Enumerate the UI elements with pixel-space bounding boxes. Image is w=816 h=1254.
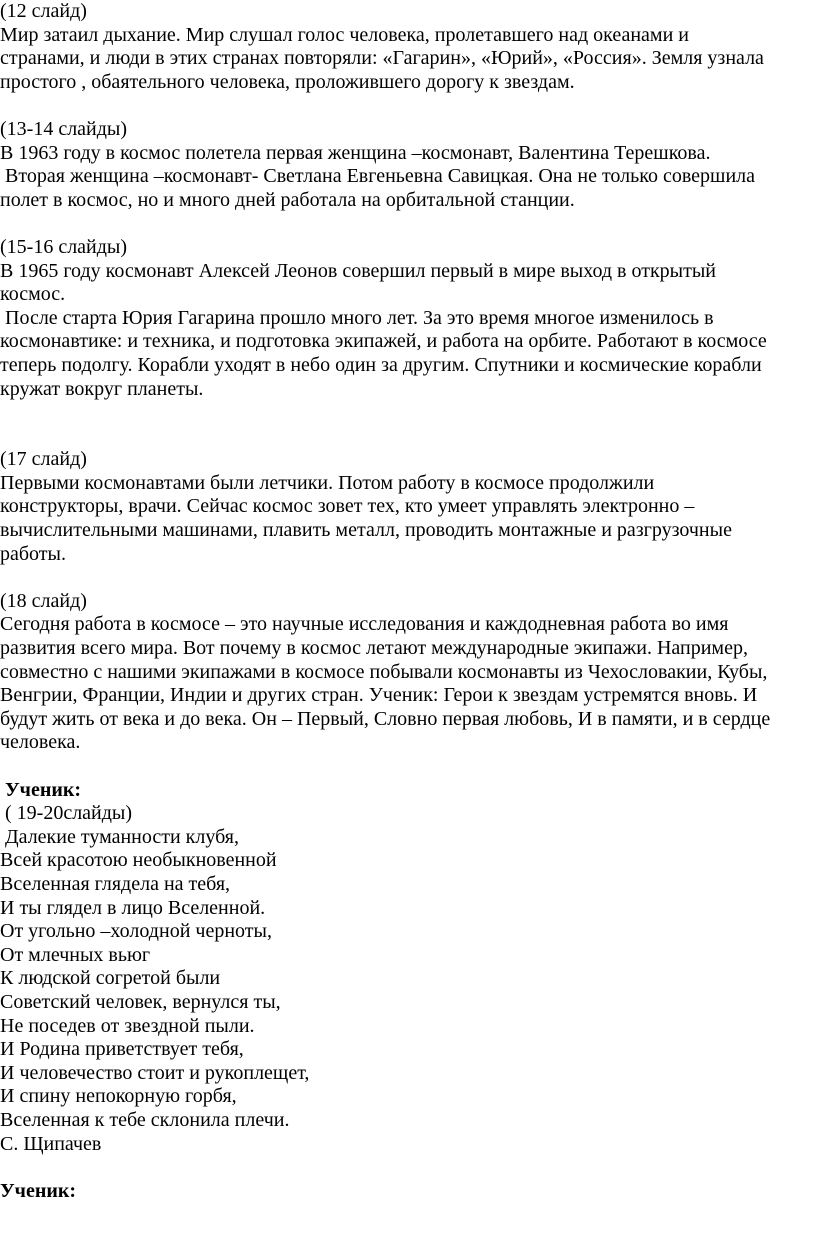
- paragraph-line: конструкторы, врачи. Сейчас космос зовет тех, кто умеет управлять электронно –: [0, 495, 695, 518]
- poem-line: И ты глядел в лицо Вселенной.: [0, 896, 266, 919]
- paragraph-line: вычислительными машинами, плавить металл, проводить монтажные и разгрузочные: [0, 519, 732, 542]
- poem-line: От млечных вьюг: [0, 943, 151, 966]
- section-slide-12: [0, 0, 816, 94]
- poem-line: Советский человек, вернулся ты,: [0, 990, 281, 1013]
- paragraph-line: развития всего мира. Вот почему в космос летают международные экипажи. Например,: [0, 637, 748, 660]
- poem-line: И Родина приветствует тебя,: [0, 1038, 244, 1061]
- paragraph-line: простого , обаятельного человека, проложившего дорогу к звездам.: [0, 70, 575, 93]
- speaker-label: Ученик:: [0, 778, 82, 801]
- blank-line: [0, 755, 816, 779]
- paragraph-line: Сегодня работа в космосе – это научные исследования и каждодневная работа во имя: [0, 613, 729, 636]
- poem-line: Далекие туманности клубя,: [0, 825, 239, 848]
- blank-line: [0, 425, 816, 449]
- section-heading: (18 слайд): [0, 589, 87, 612]
- poem-line: От угольно –холодной черноты,: [0, 920, 272, 943]
- paragraph-line: После старта Юрия Гагарина прошло много лет. За это время многое изменилось в: [0, 306, 714, 329]
- section-slide-17: [0, 448, 816, 566]
- paragraph-line: Венгрии, Франции, Индии и других стран. Ученик: Герои к звездам устремятся вновь. И: [0, 684, 758, 707]
- poem-line: И человечество стоит и рукоплещет,: [0, 1061, 310, 1084]
- paragraph-line: космонавтике: и техника, и подготовка экипажей, и работа на орбите. Работают в космосе: [0, 330, 767, 353]
- section-heading: ( 19-20слайды): [0, 802, 133, 825]
- section-heading: (13-14 слайды): [0, 117, 128, 140]
- paragraph-line: Мир затаил дыхание. Мир слушал голос человека, пролетавшего над океанами и: [0, 23, 689, 46]
- paragraph-line: совместно с нашими экипажами в космосе побывали космонавты из Чехословакии, Кубы,: [0, 660, 768, 683]
- paragraph-line: Первыми космонавтами были летчики. Потом работу в космосе продолжили: [0, 471, 655, 494]
- paragraph-line: космос.: [0, 283, 66, 306]
- poem-line: К людской согретой были: [0, 967, 221, 990]
- poem-author: С. Щипачев: [0, 1132, 102, 1155]
- section-heading: (15-16 слайды): [0, 235, 128, 258]
- paragraph-line: странами, и люди в этих странах повторяли: «Гагарин», «Юрий», «Россия». Земля узнала: [0, 47, 764, 70]
- poem-line: Вселенная глядела на тебя,: [0, 872, 231, 895]
- paragraph-line: В 1965 году космонавт Алексей Леонов совершил первый в мире выход в открытый: [0, 259, 716, 282]
- poem-line: Всей красотою необыкновенной: [0, 849, 277, 872]
- speaker-label: Ученик:: [0, 1179, 77, 1202]
- poem-line: Не поседев от звездной пыли.: [0, 1014, 255, 1037]
- section-heading: (17 слайд): [0, 448, 87, 471]
- blank-line: [0, 212, 816, 236]
- blank-line: [0, 94, 816, 118]
- poem-line: И спину непокорную горбя,: [0, 1085, 237, 1108]
- blank-line: [0, 1156, 816, 1180]
- section-heading: (12 слайд): [0, 0, 87, 22]
- poem-block: [0, 779, 816, 1157]
- section-slides-13-14: [0, 118, 816, 212]
- paragraph-line: работы.: [0, 542, 66, 565]
- blank-line: [0, 566, 816, 590]
- paragraph-line: Вторая женщина –космонавт- Светлана Евгеньевна Савицкая. Она не только совершила: [0, 165, 756, 188]
- paragraph-line: полет в космос, но и много дней работала на орбитальной станции.: [0, 188, 575, 211]
- blank-line: [0, 401, 816, 425]
- paragraph-line: теперь подолгу. Корабли уходят в небо один за другим. Спутники и космические корабли: [0, 353, 762, 376]
- section-slides-15-16: [0, 236, 816, 401]
- paragraph-line: кружат вокруг планеты.: [0, 377, 204, 400]
- paragraph-line: человека.: [0, 731, 81, 754]
- paragraph-line: В 1963 году в космос полетела первая женщина –космонавт, Валентина Терешкова.: [0, 141, 711, 164]
- paragraph-line: будут жить от века и до века. Он – Первый, Словно первая любовь, И в памяти, и в сердце: [0, 707, 771, 730]
- section-slide-18: [0, 590, 816, 755]
- poem-line: Вселенная к тебе склонила плечи.: [0, 1108, 290, 1131]
